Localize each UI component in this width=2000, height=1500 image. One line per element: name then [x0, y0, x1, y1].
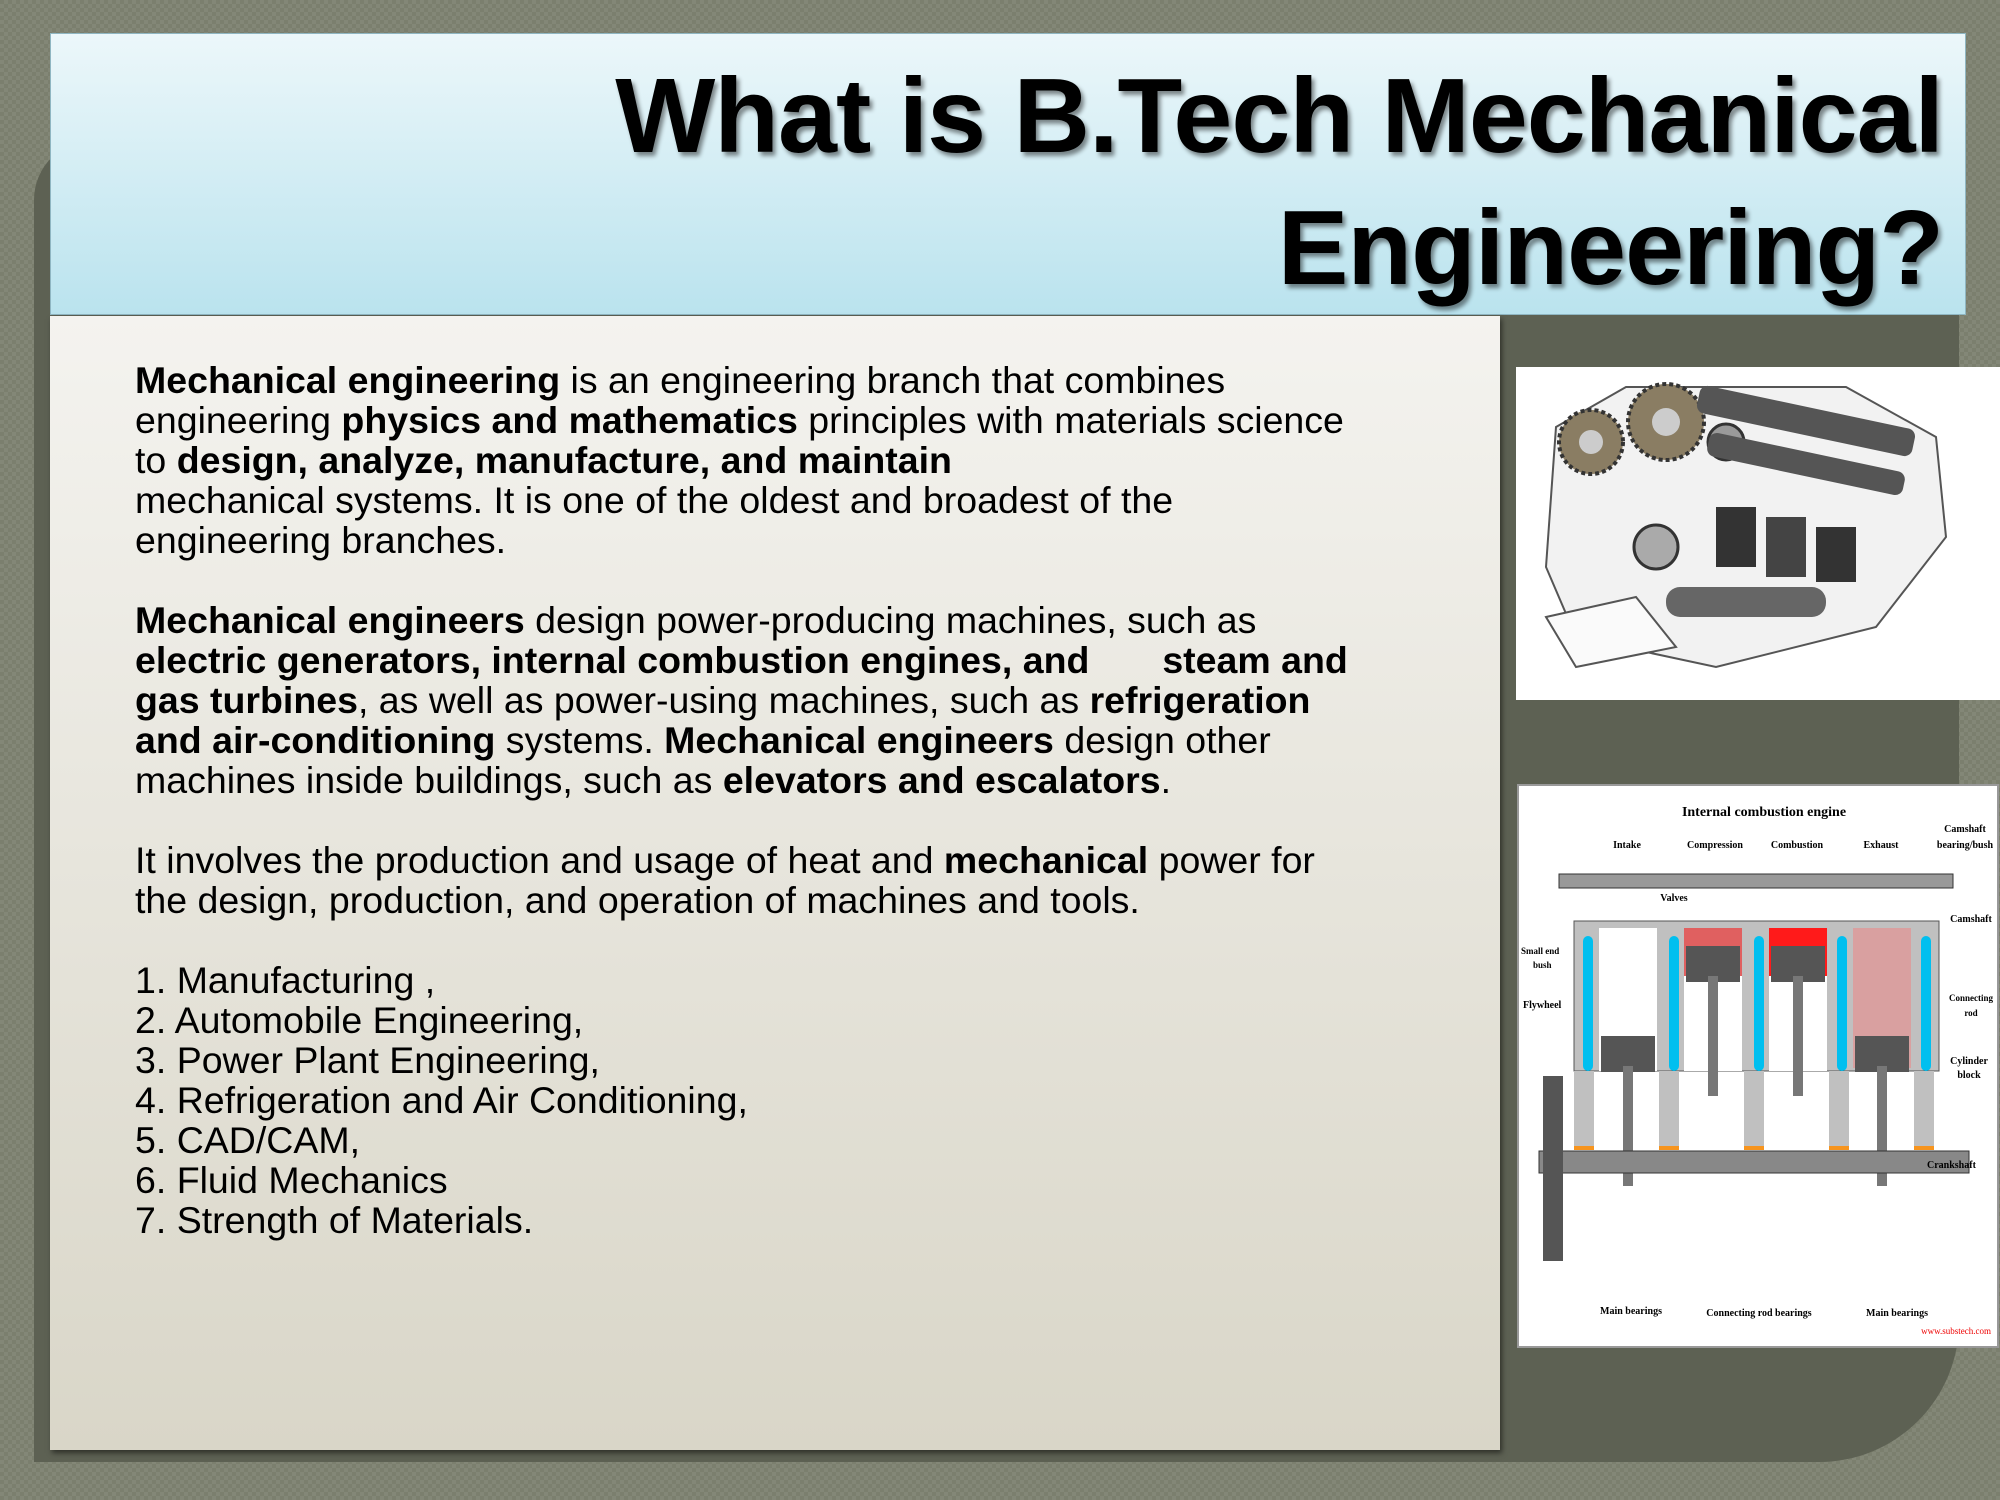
text-run: the design, production, and operation of machines and tools.: [135, 879, 1140, 921]
bold-text: Mechanical engineers: [664, 719, 1054, 761]
text-run: systems.: [495, 719, 665, 761]
text-line: [135, 840, 1348, 880]
title-line-1: What is B.Tech Mechanical: [615, 57, 1943, 175]
bold-text: refrigeration: [1089, 679, 1311, 721]
text-line: [135, 600, 1348, 640]
engine-diagram: [1517, 784, 1999, 1348]
text-line: [135, 720, 1348, 760]
text-line: [135, 400, 1348, 440]
text-run: machines inside buildings, such as: [135, 759, 723, 801]
bold-text: design, analyze, manufacture, and maintain: [176, 439, 952, 481]
text-line: [135, 640, 1348, 680]
text-line: [135, 440, 1348, 480]
label-main-bearings-left: Main bearings: [1600, 1306, 1662, 1317]
bold-text: and air-conditioning: [135, 719, 496, 761]
text-line: [135, 880, 1348, 920]
text-run: engineering: [135, 399, 342, 441]
slide-title: [615, 50, 1943, 314]
paragraph-gap: [135, 560, 1348, 600]
diagram-title: Internal combustion engine: [1681, 805, 1847, 820]
label-combustion: Combustion: [1770, 840, 1824, 851]
label-small-end-bush: Small end: [1521, 946, 1560, 956]
engine-photo: [1516, 367, 2000, 700]
list-item: 6. Fluid Mechanics: [135, 1159, 448, 1201]
list-item: 1. Manufacturing ,: [135, 959, 436, 1001]
label-flywheel: Flywheel: [1523, 1000, 1562, 1011]
label-compression: Compression: [1687, 840, 1743, 851]
text-run: It involves the production and usage of heat and: [135, 839, 944, 881]
list-item: 7. Strength of Materials.: [135, 1199, 534, 1241]
text-run: power for: [1148, 839, 1315, 881]
paragraph-gap: [135, 800, 1348, 840]
paragraph-gap: [135, 920, 1348, 960]
list-item: 2. Automobile Engineering,: [135, 999, 584, 1041]
content-panel: [50, 316, 1500, 1450]
label-camshaft-bearing: Camshaft: [1944, 824, 1986, 835]
body-text: [135, 360, 1348, 1240]
bold-text: Mechanical engineering: [135, 359, 561, 401]
text-line: [135, 520, 1348, 560]
text-run: .: [1160, 759, 1171, 801]
label-valves: Valves: [1660, 893, 1688, 904]
text-line: [135, 480, 1348, 520]
label-small-end-bush-2: bush: [1533, 960, 1552, 970]
text-line: [135, 360, 1348, 400]
label-crankshaft: Crankshaft: [1927, 1160, 1976, 1171]
bold-text: Mechanical engineers: [135, 599, 525, 641]
list-item: 3. Power Plant Engineering,: [135, 1039, 600, 1081]
bold-text: mechanical: [943, 839, 1149, 881]
bold-text: electric generators, internal combustion engines, and steam and: [135, 639, 1348, 681]
label-exhaust: Exhaust: [1863, 840, 1899, 851]
list-item: 5. CAD/CAM,: [135, 1119, 361, 1161]
text-run: mechanical systems. It is one of the oldest and broadest of the: [135, 479, 1174, 521]
label-camshaft: Camshaft: [1950, 914, 1992, 925]
list-item: 4. Refrigeration and Air Conditioning,: [135, 1079, 748, 1121]
engine-illustration: [1516, 367, 2000, 700]
text-run: , as well as power-using machines, such as: [357, 679, 1090, 721]
bold-text: physics and mathematics: [341, 399, 798, 441]
label-main-bearings-right: Main bearings: [1866, 1308, 1928, 1319]
bold-text: gas turbines: [135, 679, 358, 721]
label-intake: Intake: [1613, 840, 1641, 851]
label-cylinder-block: Cylinder: [1950, 1056, 1988, 1067]
bold-text: elevators and escalators: [722, 759, 1161, 801]
label-conrod-bearings: Connecting rod bearings: [1706, 1308, 1812, 1319]
text-run: principles with materials science: [797, 399, 1344, 441]
internal-combustion-diagram: [1519, 786, 1997, 1346]
text-run: engineering branches.: [135, 519, 507, 561]
text-run: design power-producing machines, such as: [524, 599, 1257, 641]
credit-text: www.substech.com: [1921, 1326, 1991, 1336]
title-line-2: Engineering?: [1277, 189, 1943, 307]
label-camshaft-bearing-2: bearing/bush: [1936, 840, 1994, 851]
label-connecting-rod: Connecting: [1948, 993, 1994, 1003]
label-cylinder-block-2: block: [1957, 1070, 1981, 1081]
title-banner: [50, 33, 1966, 315]
text-line: [135, 760, 1348, 800]
text-run: design other: [1053, 719, 1271, 761]
text-run: to: [135, 439, 177, 481]
text-line: [135, 680, 1348, 720]
label-connecting-rod-2: rod: [1964, 1008, 1978, 1018]
text-run: is an engineering branch that combines: [560, 359, 1226, 401]
